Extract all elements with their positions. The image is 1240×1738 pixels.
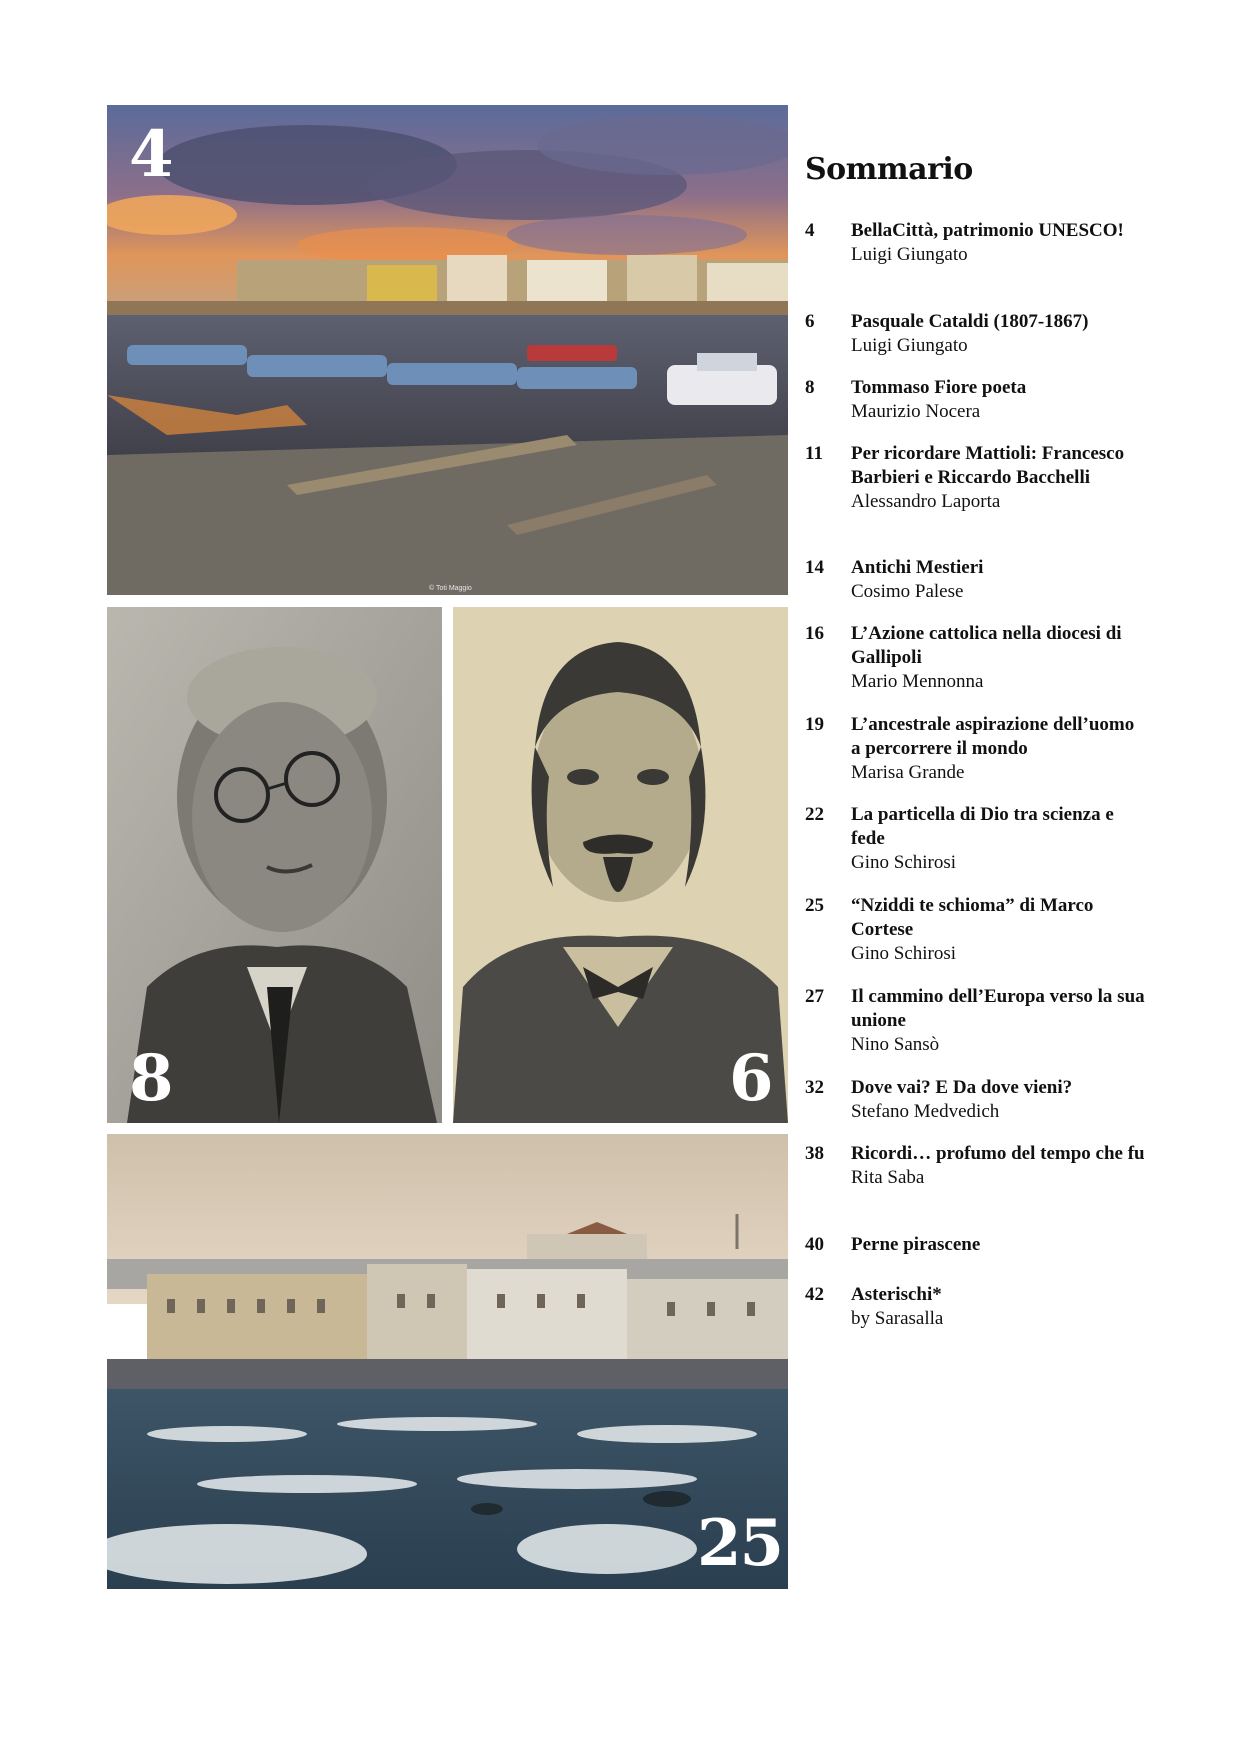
portrait-engraving bbox=[453, 607, 788, 1123]
toc-entry-title: Perne pirascene bbox=[851, 1234, 981, 1255]
toc-entry[interactable] bbox=[805, 803, 1145, 875]
toc-entry-author: Marisa Grande bbox=[851, 762, 965, 783]
photo-credit: © Toti Maggio bbox=[429, 585, 472, 592]
toc-page-number: 16 bbox=[805, 623, 824, 644]
photo-page-number: 4 bbox=[129, 117, 172, 192]
toc-page-number: 38 bbox=[805, 1143, 824, 1164]
toc-entry[interactable] bbox=[805, 985, 1145, 1057]
toc-entry-author: Gino Schirosi bbox=[851, 852, 957, 873]
toc-entry-author: Luigi Giungato bbox=[851, 244, 968, 265]
seascape-photo bbox=[107, 1134, 788, 1589]
harbor-photo bbox=[107, 105, 788, 595]
toc-entry[interactable] bbox=[805, 310, 1145, 358]
toc-entry-title: La particella di Dio tra scienza e fede bbox=[851, 804, 1114, 849]
toc-entry[interactable] bbox=[805, 556, 1145, 604]
toc-title: Sommario bbox=[805, 152, 973, 187]
toc-entry-title: Ricordi… profumo del tempo che fu bbox=[851, 1143, 1145, 1164]
toc-entry-title: Antichi Mestieri bbox=[851, 557, 984, 578]
toc-entry-author: Alessandro Laporta bbox=[851, 491, 1001, 512]
toc-page-number: 6 bbox=[805, 311, 815, 332]
toc-page-number: 19 bbox=[805, 714, 824, 735]
toc-page-number: 40 bbox=[805, 1234, 824, 1255]
toc-entry[interactable] bbox=[805, 1142, 1145, 1190]
toc-entry-author: Nino Sansò bbox=[851, 1034, 940, 1055]
toc-entry-title: Per ricordare Mattioli: Francesco Barbieri e Riccardo Bacchelli bbox=[851, 443, 1125, 488]
toc-entry[interactable] bbox=[805, 894, 1145, 966]
portrait-photo bbox=[107, 607, 442, 1123]
toc-entry-author: Cosimo Palese bbox=[851, 581, 964, 602]
toc-entry-title: Pasquale Cataldi (1807-1867) bbox=[851, 311, 1089, 332]
toc-page-number: 42 bbox=[805, 1284, 824, 1305]
toc-entry-title: Tommaso Fiore poeta bbox=[851, 377, 1027, 398]
toc-page-number: 14 bbox=[805, 557, 824, 578]
toc-entry-author: Gino Schirosi bbox=[851, 943, 957, 964]
toc-entry-title: “Nziddi te schioma” di Marco Cortese bbox=[851, 895, 1094, 940]
toc-entry-title: L’Azione cattolica nella diocesi di Gallipoli bbox=[851, 623, 1122, 668]
photo-page-number: 25 bbox=[697, 1506, 783, 1581]
toc-page-number: 32 bbox=[805, 1077, 824, 1098]
toc-page-number: 25 bbox=[805, 895, 824, 916]
toc-entry-title: Asterischi* bbox=[851, 1284, 942, 1305]
toc-entry-author: Stefano Medvedich bbox=[851, 1101, 1000, 1122]
toc-entry-author: Maurizio Nocera bbox=[851, 401, 981, 422]
toc-entry[interactable] bbox=[805, 622, 1145, 694]
toc-entry[interactable] bbox=[805, 713, 1145, 785]
toc-entry-author: Luigi Giungato bbox=[851, 335, 968, 356]
toc-entry[interactable] bbox=[805, 376, 1145, 424]
toc-entry[interactable] bbox=[805, 1283, 1145, 1331]
toc-entry-title: L’ancestrale aspirazione dell’uomo a percorrere il mondo bbox=[851, 714, 1135, 759]
photo-page-number: 8 bbox=[129, 1041, 172, 1116]
toc-entry-title: Il cammino dell’Europa verso la sua unione bbox=[851, 986, 1145, 1031]
toc-entry-author: Rita Saba bbox=[851, 1167, 925, 1188]
toc-entry-author: by Sarasalla bbox=[851, 1308, 944, 1329]
toc-page-number: 22 bbox=[805, 804, 824, 825]
toc-entry[interactable] bbox=[805, 1233, 1145, 1257]
toc-page-number: 11 bbox=[805, 443, 823, 464]
toc-entry-title: Dove vai? E Da dove vieni? bbox=[851, 1077, 1073, 1098]
toc-entry[interactable] bbox=[805, 219, 1145, 267]
toc-page-number: 27 bbox=[805, 986, 824, 1007]
toc-entry-title: BellaCittà, patrimonio UNESCO! bbox=[851, 220, 1124, 241]
toc-entry[interactable] bbox=[805, 442, 1145, 514]
toc-page-number: 8 bbox=[805, 377, 815, 398]
photo-page-number: 6 bbox=[729, 1041, 772, 1116]
toc-entry-author: Mario Mennonna bbox=[851, 671, 984, 692]
toc-page-number: 4 bbox=[805, 220, 815, 241]
toc-entry[interactable] bbox=[805, 1076, 1145, 1124]
